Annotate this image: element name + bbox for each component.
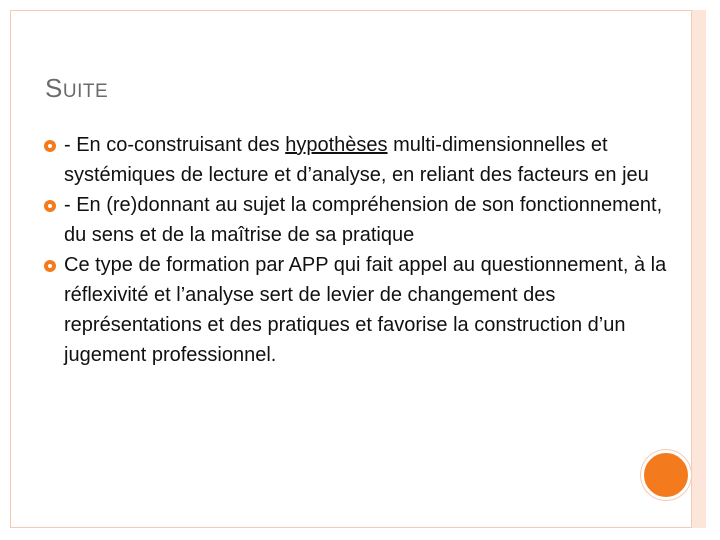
right-rail bbox=[691, 10, 706, 528]
item-text-before: - En co-construisant des bbox=[64, 134, 286, 156]
title-rest: UITE bbox=[62, 81, 109, 102]
slide-title bbox=[45, 73, 108, 104]
list-item bbox=[44, 130, 684, 190]
item-text: - En (re)donnant au sujet la compréhension de son fonctionnement, du sens et de la maîtrise de sa pratique bbox=[64, 194, 663, 246]
gear-bullet-icon bbox=[44, 200, 56, 212]
list-item bbox=[44, 250, 684, 370]
gear-bullet-icon bbox=[44, 140, 56, 152]
orange-circle-icon bbox=[641, 450, 691, 500]
bullet-list bbox=[44, 130, 684, 370]
item-underlined-word: hypothèses bbox=[285, 134, 388, 156]
list-item bbox=[44, 190, 684, 250]
rail-divider bbox=[691, 10, 692, 528]
item-text: Ce type de formation par APP qui fait appel au questionnement, à la réflexivité et l’analyse sert de levier de changement des représentations et des pratiques et favorise la construction d’un jugement professionnel. bbox=[64, 254, 667, 366]
title-initial: S bbox=[45, 73, 63, 103]
item-text-after: multi-dimensionnelles et systémiques de lecture et d’analyse, en reliant des facteurs en jeu bbox=[64, 134, 649, 186]
gear-bullet-icon bbox=[44, 260, 56, 272]
